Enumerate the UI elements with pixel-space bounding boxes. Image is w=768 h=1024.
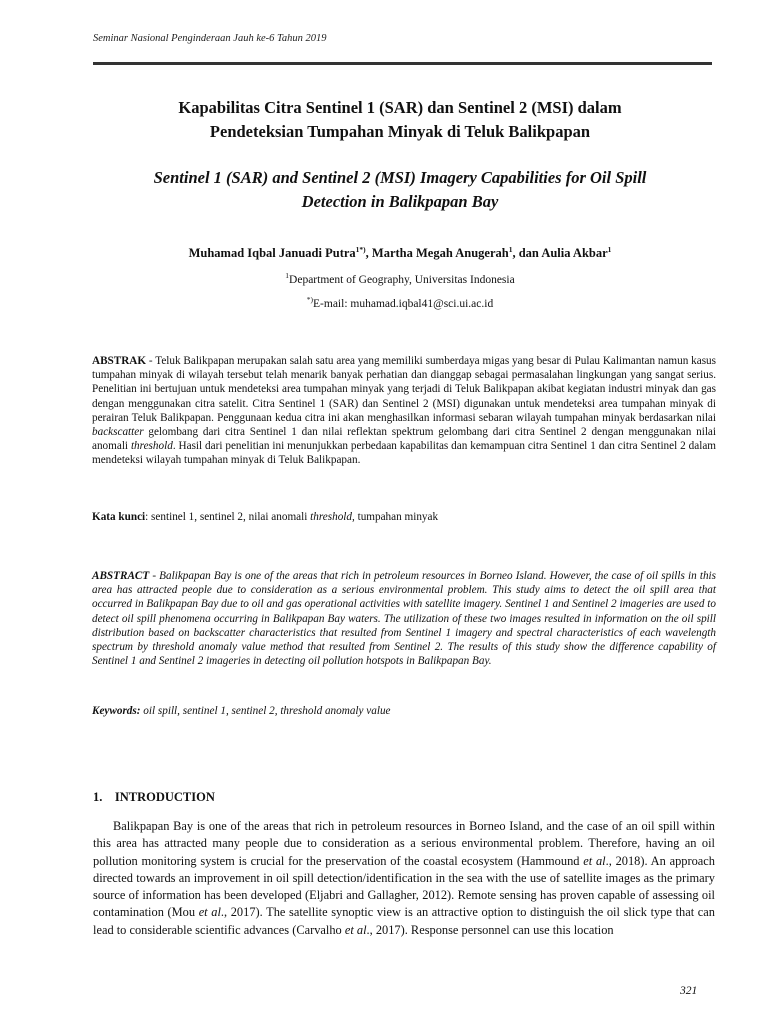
title-indonesian bbox=[80, 96, 720, 144]
kata-kunci-text-1: : sentinel 1, sentinel 2, nilai anomali bbox=[145, 511, 311, 523]
title-en-line1: Sentinel 1 (SAR) and Sentinel 2 (MSI) Imagery Capabilities for Oil Spill bbox=[153, 168, 647, 187]
intro-etal-1: et al bbox=[583, 853, 606, 868]
abstract-paragraph bbox=[92, 569, 716, 668]
page-number: 321 bbox=[680, 985, 698, 997]
author-list bbox=[80, 246, 720, 261]
intro-text-3: ., 2017). The satellite synoptic view is an attractive option to distinguish the oil slick type that can lead to considerable scientific advances (Carvalho bbox=[93, 905, 715, 937]
author-2: Martha Megah Anugerah bbox=[371, 246, 509, 260]
affiliation-sup: 1 bbox=[285, 271, 290, 281]
keywords bbox=[92, 704, 716, 718]
abstrak-italic-1: backscatter bbox=[92, 426, 144, 439]
abstrak-label: ABSTRAK bbox=[92, 355, 147, 367]
affiliation bbox=[80, 271, 720, 286]
author-3: Aulia Akbar bbox=[541, 246, 608, 260]
author-sep-1: , bbox=[365, 246, 372, 260]
abstrak-text-3: . Hasil dari penelitian ini menunjukkan perbedaan kapabilitas dan kemampuan citra Sentinel 1 dan citra Sentinel 2 dalam mendeteksi wilayah tumpahan minyak di Teluk Balikpapan. bbox=[92, 440, 716, 467]
title-english bbox=[80, 166, 720, 214]
abstrak-paragraph bbox=[92, 354, 716, 468]
title-id-line2: Pendeteksian Tumpahan Minyak di Teluk Balikpapan bbox=[209, 122, 591, 141]
intro-text-2: ., 2018). An approach directed towards an improvement in oil spill detection/identification in the sea with the use of satellite images as the primary source of information has been developed (Eljabri and Gallagher, 2012). Remote sensing has proven capable of assessing oil contamination (Mou bbox=[93, 853, 715, 920]
intro-text-1: Balikpapan Bay is one of the areas that rich in petroleum resources in Borneo Island, and the case of an oil spill within this area has attracted many people due to consideration as a serious environmental problem. Therefore, having an oil pollution monitoring system is crucial for the preservation of the coastal ecosystem (Hammound bbox=[93, 819, 715, 868]
author-1-sup: 1*) bbox=[355, 244, 366, 254]
keywords-text: oil spill, sentinel 1, sentinel 2, threshold anomaly value bbox=[140, 705, 391, 717]
author-2-sup: 1 bbox=[508, 244, 513, 254]
header-rule bbox=[93, 62, 712, 65]
intro-text-4: ., 2017). Response personnel can use this location bbox=[366, 922, 614, 937]
section-heading-introduction: 1. INTRODUCTION bbox=[93, 790, 215, 804]
kata-kunci-label: Kata kunci bbox=[92, 511, 146, 523]
author-3-sup: 1 bbox=[607, 244, 612, 254]
corresponding-email bbox=[80, 295, 720, 310]
email-text: E-mail: muhamad.iqbal41@sci.ui.ac.id bbox=[313, 298, 494, 310]
abstrak-text-2: gelombang dari citra Sentinel 1 dan nilai reflektan spektrum gelombang dari citra Sentinel 2 dengan menggunakan nilai anomali bbox=[92, 426, 716, 453]
title-id-line1: Kapabilitas Citra Sentinel 1 (SAR) dan Sentinel 2 (MSI) dalam bbox=[178, 98, 622, 117]
abstrak-text-1: - Teluk Balikpapan merupakan salah satu area yang memiliki sumberdaya migas yang besar di Pulau Kalimantan namun kasus tumpahan minyak di wilayah tersebut telah menarik banyak perhatian dan dianggap sebagai permasalahan lingkungan yang sangat serius. Penelitian ini bertujuan untuk mendeteksi area tumpahan minyak yang terjadi di Teluk Balikpapan akibat kegiatan industri minyak dan gas dengan menggunakan citra satelit. Citra Sentinel 1 (SAR) dan Sentinel 2 (MSI) digunakan untuk mendeteksi area tumpahan minyak di perairan Teluk Balikpapan. Penggunaan kedua citra ini akan menghasilkan informasi sebaran wilayah tumpahan minyak berdasarkan nilai bbox=[92, 355, 716, 424]
abstrak-italic-2: threshold bbox=[130, 440, 173, 453]
abstract-label: ABSTRACT bbox=[92, 570, 150, 582]
intro-etal-2: et al bbox=[198, 905, 221, 920]
abstract-text: - Balikpapan Bay is one of the areas that rich in petroleum resources in Borneo Island. However, the case of oil spills in this area has attracted people due to consideration as a serious environmental problem. This study aims to detect the oil spill area that occurred in Balikpapan Bay due to oil and gas operational activities with satellite imagery. Sentinel 1 and Sentinel 2 imageries are used to detect oil spill phenomena occurring in Balikpapan Bay waters. The utilization of these two images resulted in information on the oil spill distribution based on backscatter characteristics that resulted from Sentinel 1 imagery and spectral characteristics of each wavelength spectrum by threshold anomaly value method that resulted from Sentinel 2. The results of this study show the difference capability of Sentinel 1 and Sentinel 2 imageries in detecting oil pollution hotspots in Balikpapan Bay. bbox=[92, 570, 716, 668]
email-sup: *) bbox=[306, 295, 314, 305]
affiliation-text: Department of Geography, Universitas Indonesia bbox=[289, 274, 515, 286]
kata-kunci-italic: threshold, bbox=[310, 511, 355, 523]
introduction-paragraph bbox=[93, 818, 715, 939]
author-1: Muhamad Iqbal Januadi Putra bbox=[188, 246, 356, 260]
running-header: Seminar Nasional Penginderaan Jauh ke-6 Tahun 2019 bbox=[93, 33, 327, 44]
author-sep-2: , dan bbox=[512, 246, 542, 260]
kata-kunci bbox=[92, 510, 716, 524]
title-en-line2: Detection in Balikpapan Bay bbox=[301, 192, 499, 211]
keywords-label: Keywords: bbox=[92, 705, 141, 717]
kata-kunci-text-2: tumpahan minyak bbox=[354, 511, 439, 523]
intro-etal-3: et al bbox=[344, 922, 367, 937]
